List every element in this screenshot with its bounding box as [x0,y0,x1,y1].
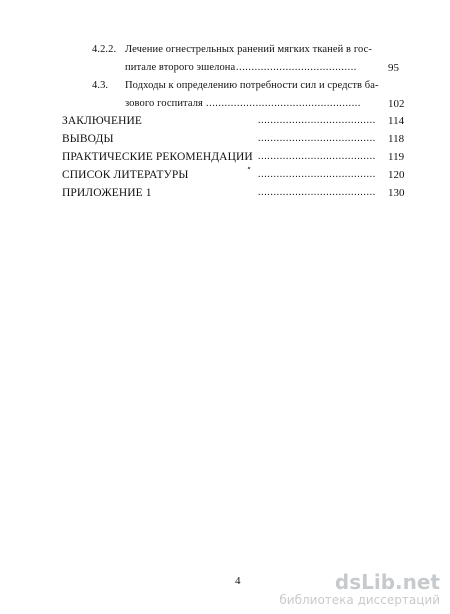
toc-leader-dots: ...................................... [258,169,376,180]
toc-section-title: ПРАКТИЧЕСКИЕ РЕКОМЕНДАЦИИ [62,151,253,163]
toc-entry-title-line2: питале второго эшелона [125,62,236,73]
page-number: 4 [235,575,241,587]
toc-entry-number: 4.2.2. [92,44,117,55]
toc-leader-dots: ....................................... [236,62,357,73]
toc-page-number: 118 [388,133,405,145]
toc-leader-dots: ...................................... [258,115,376,126]
toc-section-title: СПИСОК ЛИТЕРАТУРЫ [62,169,189,181]
toc-leader-dots: ...................................... [258,187,376,198]
toc-entry-title-line1: Лечение огнестрельных ранений мягких тканей в гос- [125,44,372,55]
toc-page-number: 102 [388,98,405,110]
toc-entry-number: 4.3. [92,80,109,91]
toc-entry-title-line1: Подходы к определению потребности сил и средств ба- [125,80,379,91]
toc-page-number: 130 [388,187,405,199]
toc-leader-dots: .................................................. [206,98,361,109]
toc-section-title: ВЫВОДЫ [62,133,114,145]
toc-page-number: 119 [388,151,405,163]
scan-speck [248,167,251,170]
toc-leader-dots: ...................................... [258,133,376,144]
toc-section-title: ЗАКЛЮЧЕНИЕ [62,115,143,127]
toc-page-number: 114 [388,115,405,127]
toc-leader-dots: ...................................... [258,151,376,162]
toc-entry-title-line2: зового госпиталя [125,98,203,109]
toc-section-title: ПРИЛОЖЕНИЕ 1 [62,187,152,199]
watermark-logo: dsLib.net [334,570,440,594]
watermark [279,572,440,606]
toc-page-number: 95 [388,62,399,74]
watermark-tagline: библиотека диссертаций [279,593,440,607]
toc-page-number: 120 [388,169,405,181]
